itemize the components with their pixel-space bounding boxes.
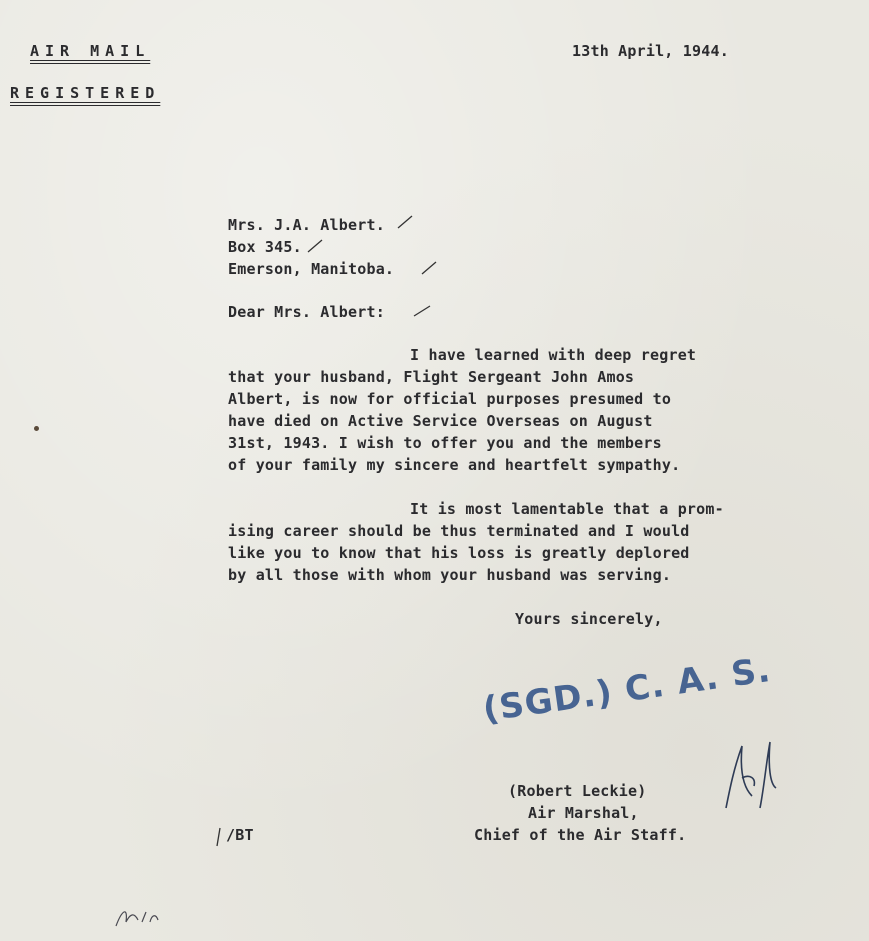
paper-spot xyxy=(34,426,39,431)
checkmark-icon xyxy=(412,302,434,322)
salutation: Dear Mrs. Albert: xyxy=(228,303,385,321)
paragraph-1-line: 31st, 1943. I wish to offer you and the members xyxy=(228,434,662,452)
signatory-rank: Air Marshal, xyxy=(528,804,639,822)
paragraph-1-line: of your family my sincere and heartfelt sympathy. xyxy=(228,456,681,474)
paragraph-1-line: that your husband, Flight Sergeant John Amos xyxy=(228,368,635,386)
reference-initials: /BT xyxy=(226,826,254,844)
air-mail-label: AIR MAIL xyxy=(30,42,151,60)
checkmark-icon xyxy=(306,236,326,256)
signatory-name: (Robert Leckie) xyxy=(508,782,647,800)
paragraph-2-line: like you to know that his loss is greatly deplored xyxy=(228,544,690,562)
pen-mark xyxy=(214,826,224,850)
address-line-city: Emerson, Manitoba. xyxy=(228,260,395,278)
handwritten-scribble-mark xyxy=(112,900,162,935)
address-line-box: Box 345. xyxy=(228,238,302,256)
paragraph-1-line: have died on Active Service Overseas on August xyxy=(228,412,653,430)
checkmark-icon xyxy=(396,212,416,232)
paragraph-2-line: by all those with whom your husband was serving. xyxy=(228,566,672,584)
paragraph-1-line: Albert, is now for official purposes presumed to xyxy=(228,390,672,408)
paragraph-2-line: ising career should be thus terminated and I would xyxy=(228,522,690,540)
checkmark-icon xyxy=(420,258,440,278)
registered-label: REGISTERED xyxy=(10,84,161,102)
address-line-name: Mrs. J.A. Albert. xyxy=(228,216,385,234)
paragraph-1-line: I have learned with deep regret xyxy=(410,346,697,364)
letter-date: 13th April, 1944. xyxy=(572,42,729,60)
signed-stamp: (SGD.) C. A. S. xyxy=(480,649,774,730)
paragraph-2-line: It is most lamentable that a prom- xyxy=(410,500,724,518)
handwritten-initials-mark xyxy=(712,738,772,818)
closing: Yours sincerely, xyxy=(515,610,663,628)
signatory-title: Chief of the Air Staff. xyxy=(474,826,687,844)
